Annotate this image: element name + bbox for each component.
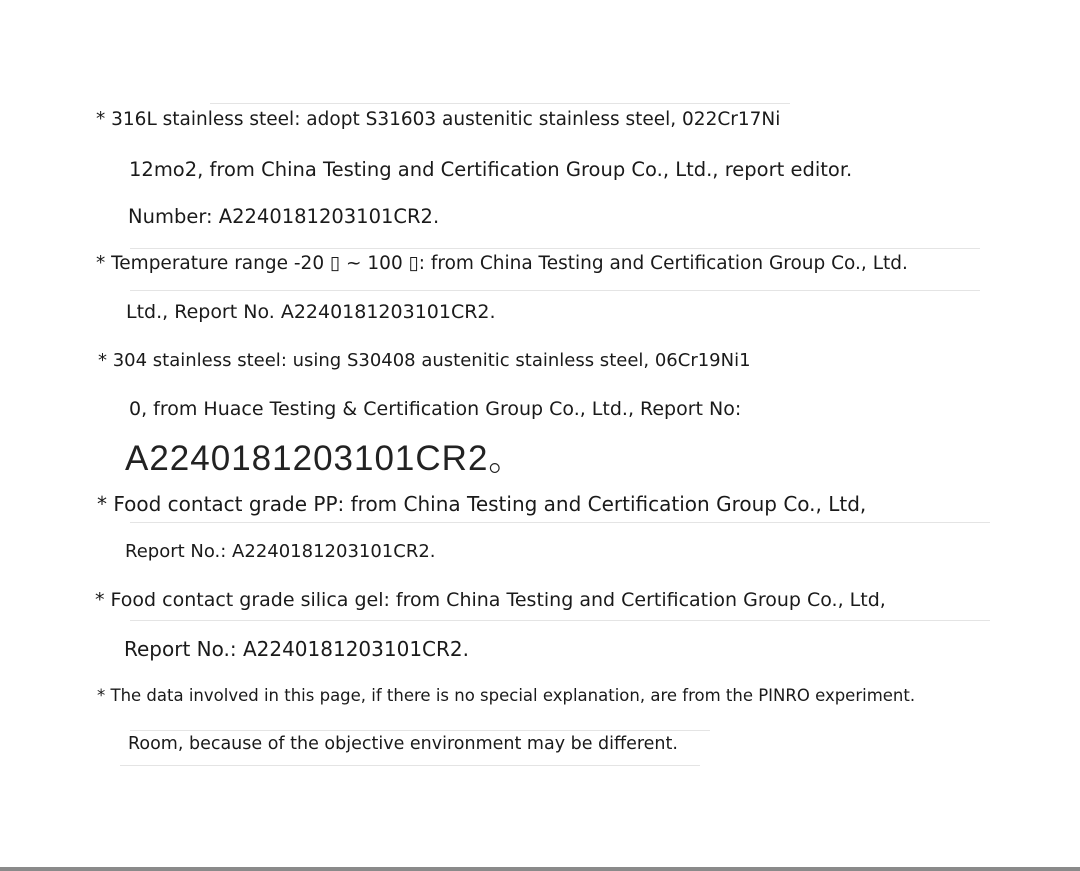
scan-artifact: [210, 103, 790, 104]
page-bottom-border: [0, 867, 1080, 871]
scan-artifact: [130, 620, 990, 621]
note-316l-line3: Number: A2240181203101CR2.: [128, 205, 440, 228]
note-temperature-line2: Ltd., Report No. A2240181203101CR2.: [126, 301, 496, 323]
note-pp-line1: * Food contact grade PP: from China Testing and Certification Group Co., Ltd,: [97, 492, 867, 516]
note-silica-line2: Report No.: A2240181203101CR2.: [124, 637, 469, 661]
note-316l-line2: 12mo2, from China Testing and Certification Group Co., Ltd., report editor.: [129, 158, 853, 181]
note-data-source-line2: Room, because of the objective environment may be different.: [128, 734, 678, 754]
note-316l-line1: * 316L stainless steel: adopt S31603 austenitic stainless steel, 022Cr17Ni: [96, 109, 781, 130]
note-silica-line1: * Food contact grade silica gel: from China Testing and Certification Group Co., Ltd,: [95, 589, 886, 611]
scan-artifact: [130, 522, 990, 523]
scan-artifact: [130, 730, 710, 731]
note-temperature-line1: * Temperature range -20 ▯ ~ 100 ▯: from China Testing and Certification Group Co., Ltd.: [96, 253, 908, 274]
note-304-report-number: A2240181203101CR2。: [125, 439, 525, 478]
note-304-line1: * 304 stainless steel: using S30408 austenitic stainless steel, 06Cr19Ni1: [98, 350, 751, 371]
note-pp-line2: Report No.: A2240181203101CR2.: [125, 541, 436, 562]
note-data-source-line1: * The data involved in this page, if there is no special explanation, are from the PINRO experiment.: [97, 686, 916, 705]
scan-artifact: [130, 248, 980, 249]
note-304-line2: 0, from Huace Testing & Certification Group Co., Ltd., Report No:: [129, 398, 742, 420]
scan-artifact: [130, 290, 980, 291]
scan-artifact: [120, 765, 700, 766]
